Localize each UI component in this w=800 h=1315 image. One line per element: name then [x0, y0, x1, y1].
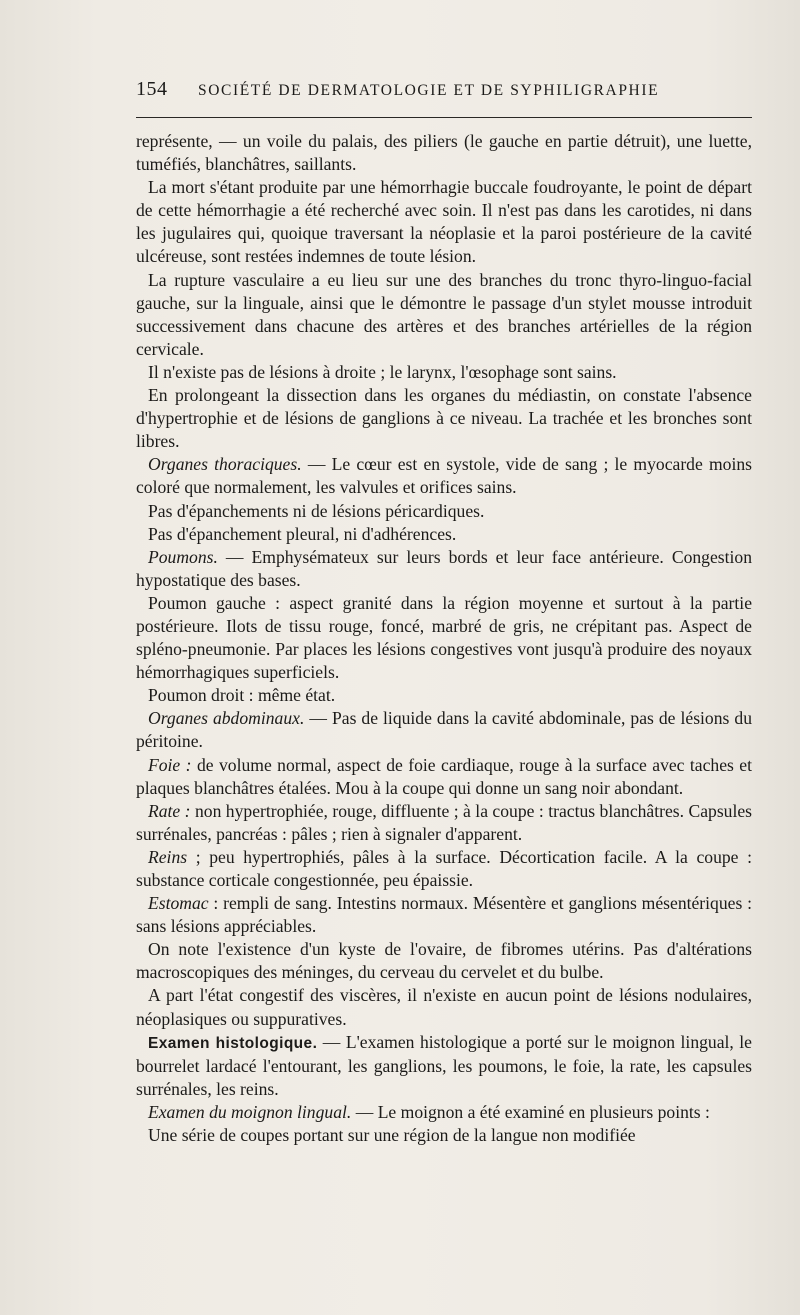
section-lead: Examen du moignon lingual. [148, 1101, 352, 1122]
section-lead: Reins [148, 846, 188, 867]
paragraph: Il n'existe pas de lésions à droite ; le larynx, l'œsophage sont sains. [148, 361, 617, 382]
paragraph: La mort s'étant produite par une hémorrhagie buccale foudroyante, le point de départ de cette hémorrhagie a été recherché avec soin. Il n'est pas dans les carotides, ni dans les jugulaires qui, quoique traversant la néoplasie et la paroi postérieure de la cavité ulcéreuse, sont restées indemnes de toute lésion. [136, 177, 752, 267]
body-text [136, 130, 752, 1147]
section-lead: Foie : [148, 754, 192, 775]
paragraph: Examen histologique. — L'examen histologique a porté sur le moignon lingual, le bourrelet lardacé l'entourant, les ganglions, les poumons, le foie, la rate, les capsules surrénales, les reins. [136, 1031, 752, 1099]
paragraph: Rate : non hypertrophiée, rouge, diffluente ; à la coupe : tractus blanchâtres. Capsules surrénales, pancréas : pâles ; rien à signaler d'apparent. [136, 800, 753, 844]
section-heading: Examen histologique. [148, 1034, 318, 1052]
paragraph: Poumon droit : même état. [148, 685, 336, 706]
paragraph: représente, — un voile du palais, des piliers (le gauche en partie détruit), une luette, tuméfiés, blanchâtres, saillants. [136, 131, 752, 175]
paragraph: En prolongeant la dissection dans les organes du médiastin, on constate l'absence d'hypertrophie et de lésions de ganglions à ce niveau. La trachée et les bronches sont libres. [136, 385, 752, 452]
header-rule [136, 117, 752, 118]
paragraph: Une série de coupes portant sur une région de la langue non modifiée [148, 1125, 636, 1146]
paragraph: La rupture vasculaire a eu lieu sur une des branches du tronc thyro-linguo-facial gauche, sur la linguale, ainsi que le démontre le passage d'un stylet mousse introduit successivement dans chacune des artères et des branches artérielles de la région cervicale. [136, 269, 752, 359]
paragraph: Examen du moignon lingual. — Le moignon a été examiné en plusieurs points : [148, 1101, 710, 1122]
paragraph: Foie : de volume normal, aspect de foie cardiaque, rouge à la surface avec taches et plaques blanchâtres étalées. Mou à la coupe qui donne un sang noir abondant. [136, 754, 752, 798]
paragraph: Pas d'épanchement pleural, ni d'adhérences. [148, 523, 457, 544]
section-lead: Rate : [148, 800, 191, 821]
paragraph: Organes abdominaux. — Pas de liquide dans la cavité abdominale, pas de lésions du péritoine. [136, 708, 752, 752]
page-header [136, 78, 752, 106]
section-lead: Organes abdominaux. [148, 708, 305, 729]
paragraph: Poumon gauche : aspect granité dans la région moyenne et surtout à la partie postérieure. Ilots de tissu rouge, foncé, marbré de gris, ne crépitant pas. Aspect de spléno-pneumonie. Par places les lésions congestives vont jusqu'à produire des noyaux hémorrhagiques superficiels. [136, 592, 752, 683]
paragraph: Reins ; peu hypertrophiés, pâles à la surface. Décortication facile. A la coupe : substance corticale congestionnée, peu épaissie. [136, 846, 752, 890]
paragraph: Pas d'épanchements ni de lésions péricardiques. [148, 500, 485, 521]
paragraph: Poumons. — Emphysémateux sur leurs bords et leur face antérieure. Congestion hypostatique des bases. [136, 546, 752, 590]
page-number: 154 [136, 78, 168, 100]
section-lead: Organes thoraciques. [148, 454, 302, 475]
paragraph: A part l'état congestif des viscères, il n'existe en aucun point de lésions nodulaires, néoplasiques ou suppuratives. [136, 985, 752, 1029]
running-head: SOCIÉTÉ DE DERMATOLOGIE ET DE SYPHILIGRAPHIE [198, 82, 660, 99]
paragraph: Estomac : rempli de sang. Intestins normaux. Mésentère et ganglions mésentériques : sans lésions appréciables. [136, 893, 752, 937]
paragraph: Organes thoraciques. — Le cœur est en systole, vide de sang ; le myocarde moins coloré que normalement, les valvules et orifices sains. [136, 454, 752, 498]
paragraph: On note l'existence d'un kyste de l'ovaire, de fibromes utérins. Pas d'altérations macroscopiques des méninges, du cerveau du cervelet et du bulbe. [136, 939, 752, 983]
section-lead: Poumons. [148, 546, 218, 567]
section-lead: Estomac [148, 893, 209, 914]
